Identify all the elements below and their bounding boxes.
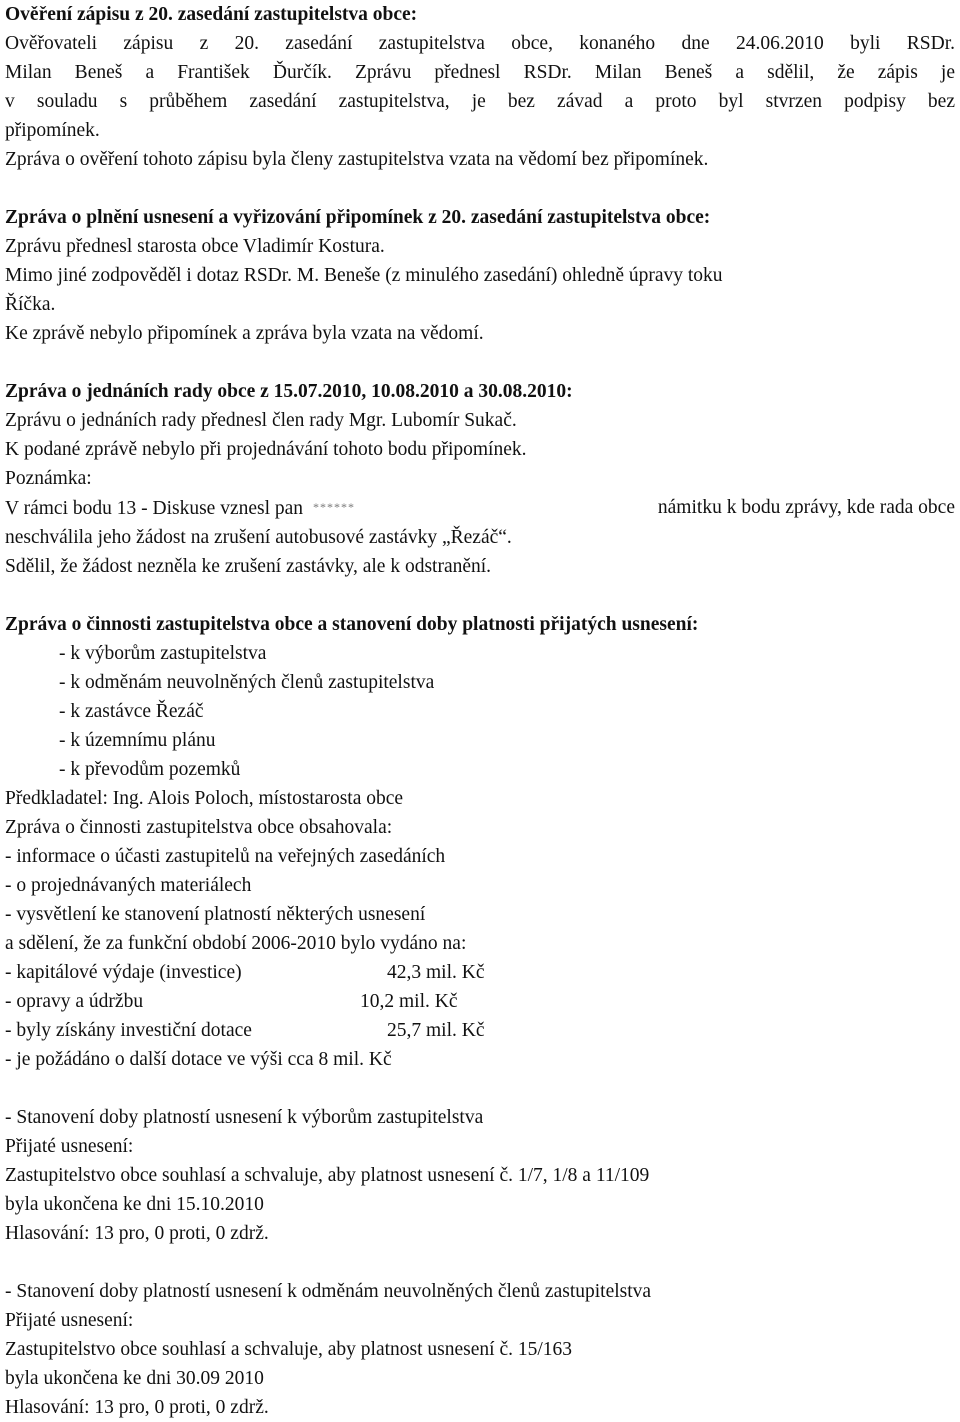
amount-value: 10,2 mil. Kč bbox=[360, 991, 458, 1012]
list-item: - k zastávce Řezáč bbox=[59, 701, 204, 722]
spacer bbox=[5, 1248, 955, 1277]
amount-row: - je požádáno o další dotace ve výši cca 8 mil. Kč bbox=[5, 1049, 392, 1070]
resolution-title: - Stanovení doby platností usnesení k výborům zastupitelstva bbox=[5, 1107, 484, 1128]
presenter-line: Předkladatel: Ing. Alois Poloch, místostarosta obce bbox=[5, 788, 404, 809]
paragraph-line: Zpráva o činnosti zastupitelstva obce obsahovala: bbox=[5, 817, 393, 838]
paragraph-line: Mimo jiné zodpověděl i dotaz RSDr. M. Beneše (z minulého zasedání) ohledně úpravy toku bbox=[5, 265, 723, 286]
vote-result: Hlasování: 13 pro, 0 proti, 0 zdrž. bbox=[5, 1223, 269, 1244]
amount-row bbox=[5, 1016, 955, 1045]
list-item: - k převodům pozemků bbox=[59, 759, 241, 780]
note-line: Sdělil, že žádost nezněla ke zrušení zastávky, ale k odstranění. bbox=[5, 556, 492, 577]
amount-row bbox=[5, 958, 955, 987]
paragraph-line: a sdělení, že za funkční období 2006-2010 bylo vydáno na: bbox=[5, 933, 467, 954]
spacer bbox=[5, 581, 955, 610]
list-item: - o projednávaných materiálech bbox=[5, 875, 252, 896]
section-title-council-meetings: Zpráva o jednáních rady obce z 15.07.2010, 10.08.2010 a 30.08.2010: bbox=[5, 381, 573, 402]
paragraph-line: připomínek. bbox=[5, 120, 100, 141]
resolution-text: byla ukončena ke dni 15.10.2010 bbox=[5, 1194, 264, 1215]
list-item: - k odměnám neuvolněných členů zastupitelstva bbox=[59, 672, 435, 693]
note-text-end: námitku k bodu zprávy, kde rada obce bbox=[657, 497, 955, 518]
resolution-label: Přijaté usnesení: bbox=[5, 1136, 134, 1157]
note-line bbox=[5, 493, 955, 523]
paragraph-line: K podané zprávě nebylo při projednávání tohoto bodu připomínek. bbox=[5, 439, 527, 460]
amount-label: - kapitálové výdaje (investice) bbox=[5, 962, 242, 983]
resolution-text: Zastupitelstvo obce souhlasí a schvaluje, aby platnost usnesení č. 1/7, 1/8 a 11/109 bbox=[5, 1165, 650, 1186]
paragraph-line: Říčka. bbox=[5, 294, 56, 315]
list-item: - k výborům zastupitelstva bbox=[59, 643, 267, 664]
spacer bbox=[5, 1074, 955, 1103]
spacer bbox=[5, 348, 955, 377]
list-item: - vysvětlení ke stanovení platností některých usnesení bbox=[5, 904, 426, 925]
resolution-text: Zastupitelstvo obce souhlasí a schvaluje, aby platnost usnesení č. 15/163 bbox=[5, 1339, 573, 1360]
note-text: V rámci bodu 13 - Diskuse vznesl pan bbox=[5, 498, 304, 519]
paragraph-line: Ke zprávě nebylo připomínek a zpráva byla vzata na vědomí. bbox=[5, 323, 484, 344]
amount-value: 25,7 mil. Kč bbox=[387, 1020, 485, 1041]
section-title-resolutions: Zpráva o plnění usnesení a vyřizování připomínek z 20. zasedání zastupitelstva obce: bbox=[5, 207, 711, 228]
paragraph-line: Zpráva o ověření tohoto zápisu byla členy zastupitelstva vzata na vědomí bez připomínek. bbox=[5, 149, 709, 170]
section-title-verification: Ověření zápisu z 20. zasedání zastupitelstva obce: bbox=[5, 4, 418, 25]
amount-value: 42,3 mil. Kč bbox=[387, 962, 485, 983]
section-title-activity: Zpráva o činnosti zastupitelstva obce a stanovení doby platnosti přijatých usnesení: bbox=[5, 614, 699, 635]
paragraph-line: v souladu s průběhem zasedání zastupitelstva, je bez závad a proto byl stvrzen podpisy bez bbox=[5, 91, 955, 112]
list-item: - informace o účasti zastupitelů na veřejných zasedáních bbox=[5, 846, 446, 867]
amount-label: - opravy a údržbu bbox=[5, 991, 144, 1012]
amount-label: - byly získány investiční dotace bbox=[5, 1020, 252, 1041]
resolution-title: - Stanovení doby platností usnesení k odměnám neuvolněných členů zastupitelstva bbox=[5, 1281, 652, 1302]
list-item: - k územnímu plánu bbox=[59, 730, 216, 751]
amount-row bbox=[5, 987, 955, 1016]
paragraph-line: Zprávu o jednáních rady přednesl člen rady Mgr. Lubomír Sukač. bbox=[5, 410, 517, 431]
note-text-start bbox=[5, 493, 379, 523]
redacted-name: ****** bbox=[313, 500, 356, 514]
resolution-label: Přijaté usnesení: bbox=[5, 1310, 134, 1331]
resolution-text: byla ukončena ke dni 30.09 2010 bbox=[5, 1368, 264, 1389]
paragraph-line: Ověřovateli zápisu z 20. zasedání zastupitelstva obce, konaného dne 24.06.2010 byli RSDr. bbox=[5, 33, 955, 54]
spacer bbox=[5, 174, 955, 203]
paragraph-line: Milan Beneš a František Ďurčík. Zprávu přednesl RSDr. Milan Beneš a sdělil, že zápis je bbox=[5, 62, 955, 83]
note-line: neschválila jeho žádost na zrušení autobusové zastávky „Řezáč“. bbox=[5, 527, 512, 548]
paragraph-line: Zprávu přednesl starosta obce Vladimír Kostura. bbox=[5, 236, 385, 257]
note-label: Poznámka: bbox=[5, 468, 92, 489]
vote-result: Hlasování: 13 pro, 0 proti, 0 zdrž. bbox=[5, 1397, 269, 1418]
